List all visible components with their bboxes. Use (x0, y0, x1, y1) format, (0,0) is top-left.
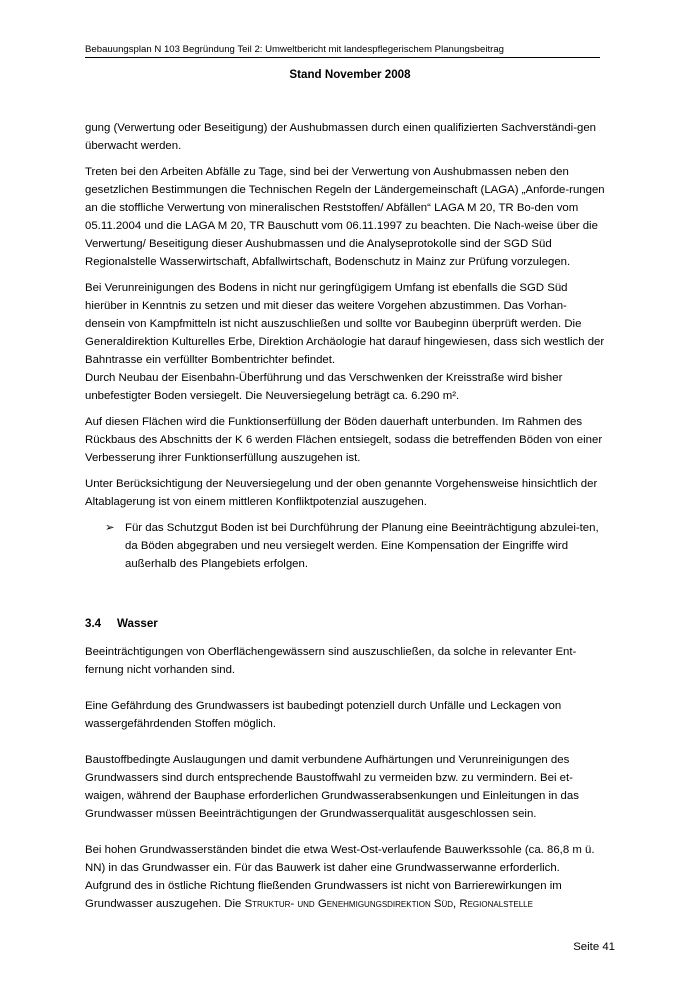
section-number: 3.4 (85, 617, 102, 630)
paragraph: Unter Berücksichtigung der Neuversiegelung und der oben genannte Vorgehensweise hinsichtlich der Altablagerung ist von einem mittleren Konfliktpotenzial auszugehen. (85, 478, 598, 508)
section-title: Wasser (117, 617, 158, 630)
stand-date: Stand November 2008 (289, 68, 411, 81)
section-heading (85, 615, 605, 633)
page-number: Seite 41 (573, 941, 615, 953)
paragraph: Baustoffbedingte Auslaugungen und damit verbundene Aufhärtungen und Verunreinigungen des Grundwassers sind durch entsprechende Baustoffwahl zu vermeiden bzw. zu vermindern. Bei et-waigen, während der Bauphase erforderlichen Grundwasserabsenkungen und Einleitungen in das Grundwasser müssen Beeinträchtigungen der Grundwasserqualität ausgeschlossen sein. (85, 754, 579, 820)
running-header: Bebauungsplan N 103 Begründung Teil 2: Umweltbericht mit landespflegerischem Planungsbeitrag (85, 44, 600, 58)
paragraph: Treten bei den Arbeiten Abfälle zu Tage, sind bei der Verwertung von Aushubmassen neben den gesetzlichen Bestimmungen die Technischen Regeln der Ländergemeinschaft (LAGA) „Anforde-rungen an die stoffliche Verwertung von mineralischen Reststoffen/ Abfällen“ LAGA M 20, TR Bo-den vom 05.11.2004 und die LAGA M 20, TR Bauschutt vom 06.11.1997 zu beachten. Die Nach-weise über die Verwertung/ Beseitigung dieser Aushubmassen und die Analyseprotokolle sind der SGD Süd Regionalstelle Wasserwirtschaft, Abfallwirtschaft, Bodenschutz in Mainz zur Prüfung vorzulegen. (85, 166, 605, 268)
paragraph: Eine Gefährdung des Grundwassers ist baubedingt potenziell durch Unfälle und Leckagen von wassergefährdenden Stoffen möglich. (85, 700, 562, 730)
paragraph-text: Bei hohen Grundwasserständen bindet die etwa West-Ost-verlaufende Bauwerkssohle (ca. 86,8 m ü. NN) in das Grundwasser ein. Für das Bauwerk ist daher eine Grundwasserwanne erforderlich. Aufgrund des in östliche Richtung fließenden Grundwassers ist nicht von Barrierewirkungen im Grundwasser auszugehen. Die (85, 844, 595, 910)
body-text (85, 119, 605, 921)
paragraph: Beeinträchtigungen von Oberflächengewässern sind auszuschließen, da solche in relevanter Ent-fernung nicht vorhanden sind. (85, 646, 577, 676)
paragraph (85, 841, 605, 913)
bullet-item (85, 519, 605, 573)
paragraph: gung (Verwertung oder Beseitigung) der Aushubmassen durch einen qualifizierten Sachverständi-gen überwacht werden. (85, 122, 596, 152)
paragraph: Auf diesen Flächen wird die Funktionserfüllung der Böden dauerhaft unterbunden. Im Rahmen des Rückbaus des Abschnitts der K 6 werden Flächen entsiegelt, sodass die betreffenden Böden von einer Verbesserung ihrer Funktionserfüllung auszugehen ist. (85, 416, 603, 464)
arrow-bullet-icon: ➢ (105, 522, 115, 534)
smallcaps-text: Struktur- und Genehmigungsdirektion Süd, Regionalstelle (244, 898, 533, 910)
paragraph: Bei Verunreinigungen des Bodens in nicht nur geringfügigem Umfang ist ebenfalls die SGD Süd hierüber in Kenntnis zu setzen und mit dieser das weitere Vorgehen abzustimmen. Das Vorhan-densein von Kampfmitteln ist nicht auszuschließen und sollte vor Baubeginn überprüft werden. Die Generaldirektion Kulturelles Erbe, Direktion Archäologie hat darauf hingewiesen, dass sich westlich der Bahntrasse ein verfüllter Bombentrichter befindet. (85, 282, 605, 366)
bullet-text: Für das Schutzgut Boden ist bei Durchführung der Planung eine Beeinträchtigung abzulei-ten, da Böden abgegraben und neu versiegelt werden. Eine Kompensation der Eingriffe wird außerhalb des Plangebiets erfolgen. (125, 522, 599, 570)
paragraph: Durch Neubau der Eisenbahn-Überführung und das Verschwenken der Kreisstraße wird bisher unbefestigter Boden versiegelt. Die Neuversiegelung beträgt ca. 6.290 m². (85, 372, 563, 402)
